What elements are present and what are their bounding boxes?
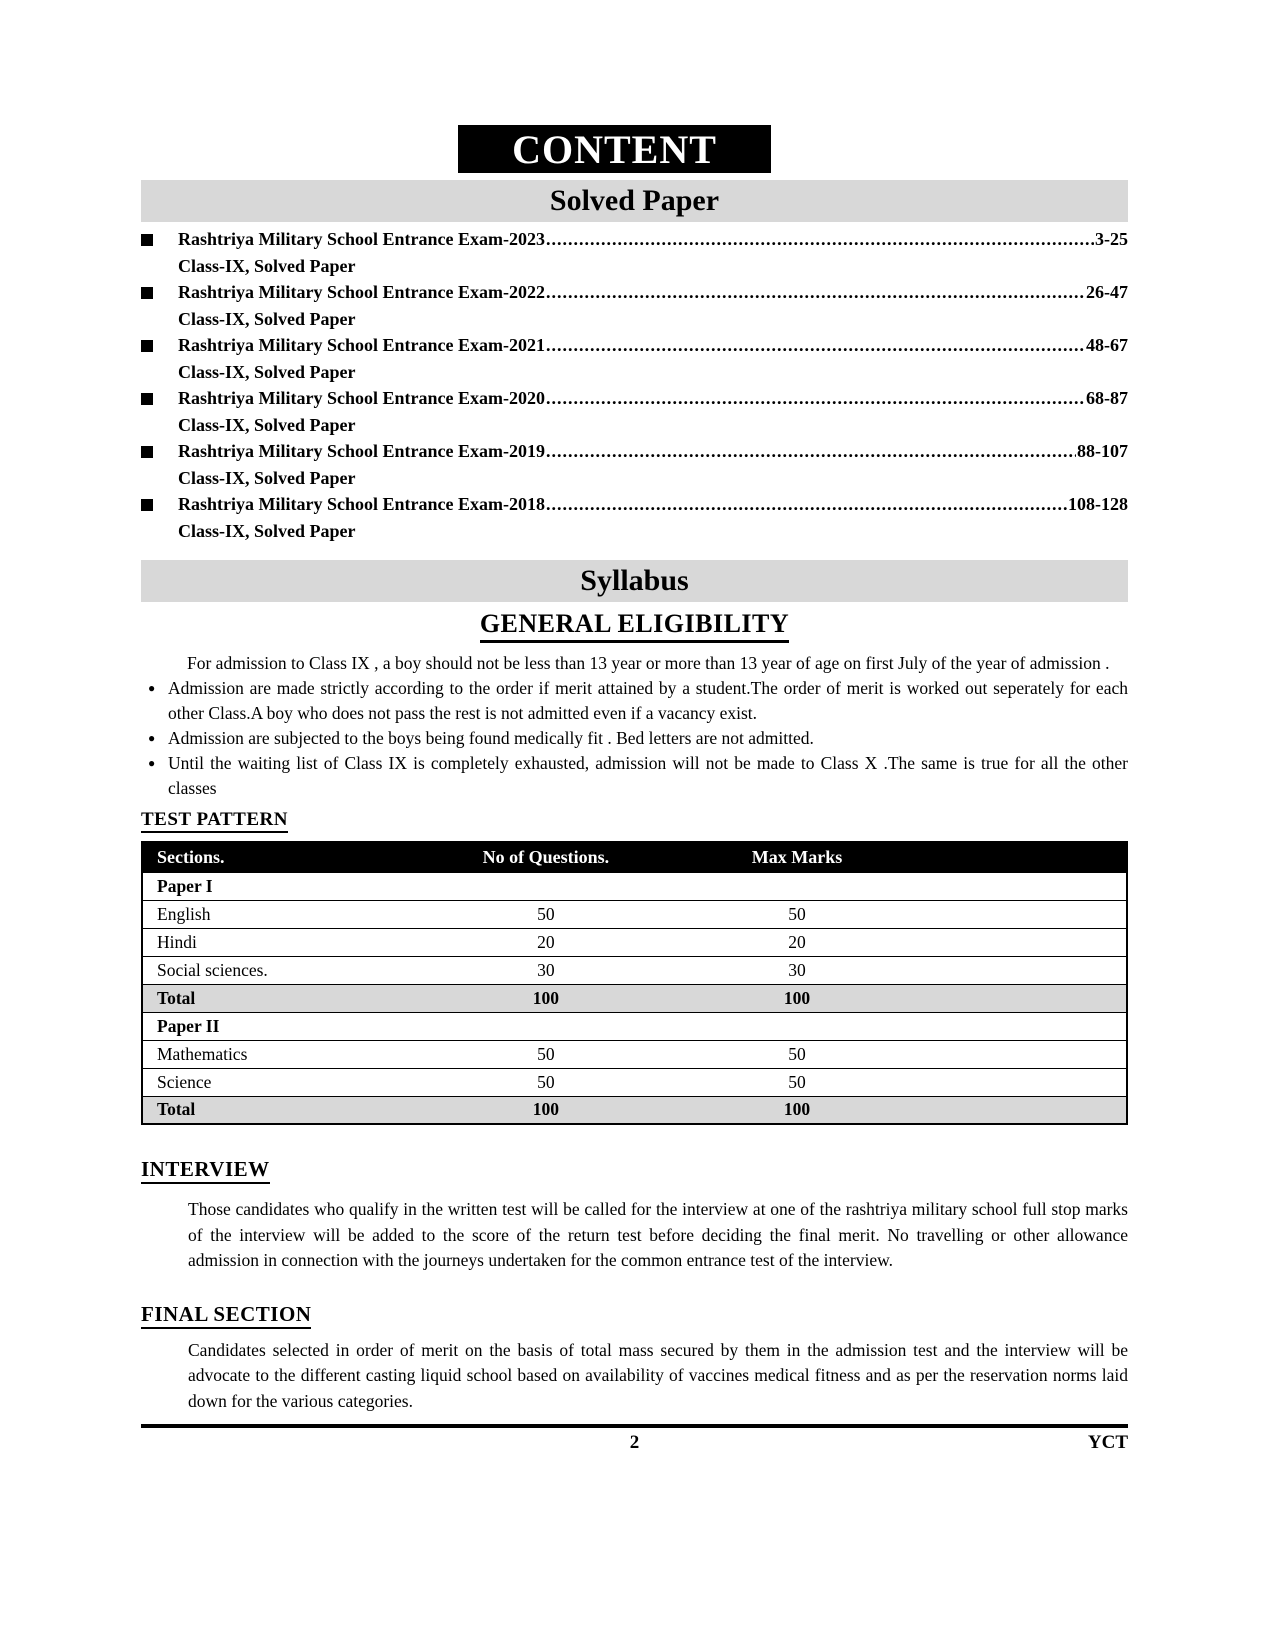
content-title-banner [458, 125, 771, 173]
table-cell: 50 [654, 1068, 940, 1096]
table-cell: Paper II [142, 1012, 438, 1040]
toc-page-range: 68-87 [1086, 388, 1128, 408]
dot-leader [546, 438, 1076, 465]
table-row [142, 872, 1127, 900]
column-header-spacer [940, 842, 1127, 872]
table-header-row [142, 842, 1127, 872]
toc-entry-title: Rashtriya Military School Entrance Exam-2021 [178, 335, 545, 355]
table-cell: 20 [438, 928, 655, 956]
eligibility-bullet-list [141, 676, 1128, 801]
solved-paper-section-bar [141, 180, 1128, 222]
table-cell: Paper I [142, 872, 438, 900]
square-bullet-icon [141, 340, 153, 352]
bullet-text: Until the waiting list of Class IX is completely exhausted, admission will not be made to Class X .The same is true for all the other classes [168, 753, 1128, 798]
toc-entry-subtitle: Class-IX, Solved Paper [178, 309, 356, 329]
toc-entry-subtitle: Class-IX, Solved Paper [178, 256, 356, 276]
table-of-contents [141, 226, 1128, 544]
bullet-text: Admission are subjected to the boys being found medically fit . Bed letters are not admitted. [168, 728, 814, 748]
dot-leader [546, 279, 1085, 306]
toc-entry [141, 332, 1128, 385]
circle-bullet-icon: ● [148, 756, 156, 770]
table-row [142, 900, 1127, 928]
list-item [141, 676, 1128, 726]
toc-line [141, 226, 1128, 253]
table-cell: 50 [654, 900, 940, 928]
table-cell: 50 [654, 1040, 940, 1068]
table-cell: 100 [654, 984, 940, 1012]
toc-entry-title: Rashtriya Military School Entrance Exam-2019 [178, 441, 545, 461]
circle-bullet-icon: ● [148, 681, 156, 695]
eligibility-intro-paragraph: For admission to Class IX , a boy should not be less than 13 year or more than 13 year of age on first July of the year of admission . [187, 653, 1110, 673]
toc-page-range: 48-67 [1086, 335, 1128, 355]
square-bullet-icon [141, 446, 153, 458]
toc-entry-subtitle: Class-IX, Solved Paper [178, 468, 356, 488]
square-bullet-icon [141, 499, 153, 511]
dot-leader [546, 385, 1085, 412]
toc-entry [141, 438, 1128, 491]
interview-paragraph: Those candidates who qualify in the written test will be called for the interview at one of the rashtriya military school full stop marks of the interview will be added to the score of the return test before deciding the final merit. No travelling or other allowance admission in connection with the journeys undertaken for the common entrance test of the interview. [188, 1199, 1128, 1270]
table-row [142, 928, 1127, 956]
column-header: No of Questions. [438, 842, 655, 872]
toc-page-range: 3-25 [1095, 229, 1128, 249]
toc-entry [141, 385, 1128, 438]
general-eligibility-heading: GENERAL ELIGIBILITY [480, 609, 789, 643]
table-total-row [142, 984, 1127, 1012]
footer-divider [141, 1424, 1128, 1428]
toc-line [141, 279, 1128, 306]
toc-entry [141, 491, 1128, 544]
circle-bullet-icon: ● [148, 731, 156, 745]
table-cell [438, 1012, 655, 1040]
square-bullet-icon [141, 393, 153, 405]
dot-leader [546, 226, 1094, 253]
table-cell: English [142, 900, 438, 928]
square-bullet-icon [141, 234, 153, 246]
page-title: CONTENT [512, 126, 717, 172]
toc-page-range: 26-47 [1086, 282, 1128, 302]
table-row [142, 1068, 1127, 1096]
table-cell: 30 [438, 956, 655, 984]
dot-leader [546, 491, 1067, 518]
list-item [141, 726, 1128, 751]
toc-page-range: 88-107 [1077, 441, 1128, 461]
syllabus-heading: Syllabus [580, 564, 689, 597]
toc-line [141, 491, 1128, 518]
table-cell: 100 [438, 984, 655, 1012]
toc-entry-title: Rashtriya Military School Entrance Exam-2022 [178, 282, 545, 302]
column-header: Sections. [142, 842, 438, 872]
table-cell: 20 [654, 928, 940, 956]
square-bullet-icon [141, 287, 153, 299]
table-cell: 100 [438, 1096, 655, 1124]
table-cell: 100 [654, 1096, 940, 1124]
final-section-heading-row [141, 1300, 1128, 1328]
toc-line [141, 332, 1128, 359]
final-section-heading: FINAL SECTION [141, 1302, 311, 1329]
table-cell: 50 [438, 900, 655, 928]
table-cell: Total [142, 1096, 438, 1124]
toc-entry-title: Rashtriya Military School Entrance Exam-2020 [178, 388, 545, 408]
interview-heading-row [141, 1155, 1128, 1183]
toc-line [141, 438, 1128, 465]
toc-entry-subtitle: Class-IX, Solved Paper [178, 521, 356, 541]
table-cell [438, 872, 655, 900]
toc-entry-title: Rashtriya Military School Entrance Exam-2018 [178, 494, 545, 514]
toc-entry-title: Rashtriya Military School Entrance Exam-2023 [178, 229, 545, 249]
table-cell [654, 1012, 940, 1040]
table-cell [654, 872, 940, 900]
table-cell: Science [142, 1068, 438, 1096]
table-row [142, 1040, 1127, 1068]
toc-entry-subtitle: Class-IX, Solved Paper [178, 415, 356, 435]
table-cell: 50 [438, 1040, 655, 1068]
page-content [141, 0, 1128, 1454]
toc-entry-subtitle: Class-IX, Solved Paper [178, 362, 356, 382]
table-row [142, 1012, 1127, 1040]
solved-paper-heading: Solved Paper [549, 184, 720, 217]
bullet-text: Admission are made strictly according to the order if merit attained by a student.The order of merit is worked out seperately for each other Class.A boy who does not pass the rest is not admitted even if a vacancy exist. [168, 678, 1128, 723]
test-pattern-heading: TEST PATTERN [141, 809, 288, 833]
test-pattern-table [141, 841, 1128, 1125]
toc-entry [141, 279, 1128, 332]
test-pattern-heading-row [141, 807, 1128, 833]
table-cell: 50 [438, 1068, 655, 1096]
general-eligibility-heading-row [141, 607, 1128, 645]
publisher-mark: YCT [1087, 1432, 1128, 1453]
table-cell: 30 [654, 956, 940, 984]
toc-page-range: 108-128 [1068, 494, 1128, 514]
table-row [142, 956, 1127, 984]
table-cell: Total [142, 984, 438, 1012]
column-header: Max Marks [654, 842, 940, 872]
syllabus-section-bar [141, 560, 1128, 602]
interview-heading: INTERVIEW [141, 1157, 270, 1184]
table-cell: Hindi [142, 928, 438, 956]
table-total-row [142, 1096, 1127, 1124]
page-footer [141, 1432, 1128, 1454]
dot-leader [546, 332, 1085, 359]
final-section-paragraph: Candidates selected in order of merit on the basis of total mass secured by them in the admission test and the interview will be advocate to the different casting liquid school based on availability of vaccines medical fitness and as per the reservation norms laid down for the various categories. [188, 1339, 1128, 1411]
page-number: 2 [629, 1432, 640, 1453]
toc-entry [141, 226, 1128, 279]
toc-line [141, 385, 1128, 412]
table-cell: Mathematics [142, 1040, 438, 1068]
list-item [141, 751, 1128, 801]
table-cell: Social sciences. [142, 956, 438, 984]
